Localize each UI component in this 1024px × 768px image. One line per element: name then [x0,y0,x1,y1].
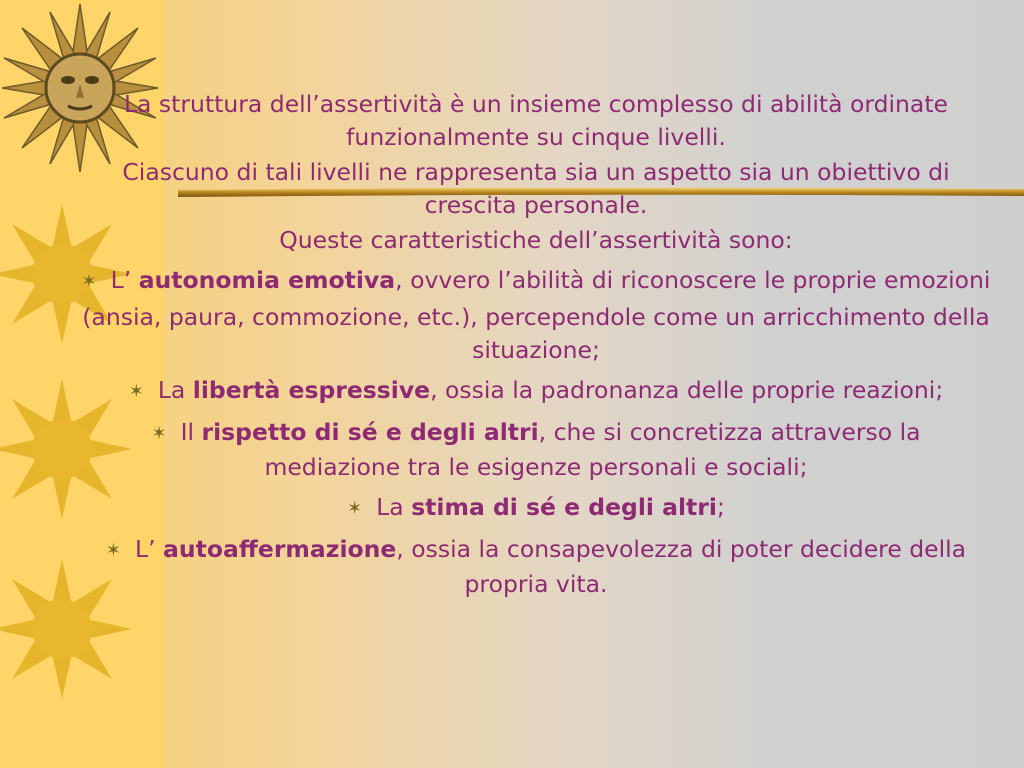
slide-text-body [80,88,992,608]
star-bullet-icon: ✶ [347,498,363,519]
characteristics-heading: Queste caratteristiche dell’assertività sono: [279,226,793,254]
bullet-item-1: ✶ L’ autonomia emotiva, ovvero l’abilità di riconoscere le proprie emozioni [81,266,991,294]
star-bullet-icon: ✶ [105,540,121,561]
bullet-item-4: ✶ La stima di sé e degli altri; [347,493,725,521]
bullet-item-2: ✶ La libertà espressive, ossia la padronanza delle proprie reazioni; [128,376,944,404]
bullet-item-1-continuation: (ansia, paura, commozione, etc.), percependole come un arricchimento della situazione; [82,303,990,364]
bullet-item-5: ✶ L’ autoaffermazione, ossia la consapevolezza di poter decidere della propria vita. [105,535,967,598]
star-bullet-icon: ✶ [81,271,97,292]
bullet-item-3: ✶ Il rispetto di sé e degli altri, che si concretizza attraverso la mediazione tra le esigenze personali e sociali; [151,418,921,481]
star-bullet-icon: ✶ [128,381,144,402]
levels-paragraph: Ciascuno di tali livelli ne rappresenta sia un aspetto sia un obiettivo di crescita personale. [122,158,950,219]
intro-paragraph: La struttura dell’assertività è un insieme complesso di abilità ordinate funzionalmente su cinque livelli. [123,90,949,151]
star-bullet-icon: ✶ [151,423,167,444]
